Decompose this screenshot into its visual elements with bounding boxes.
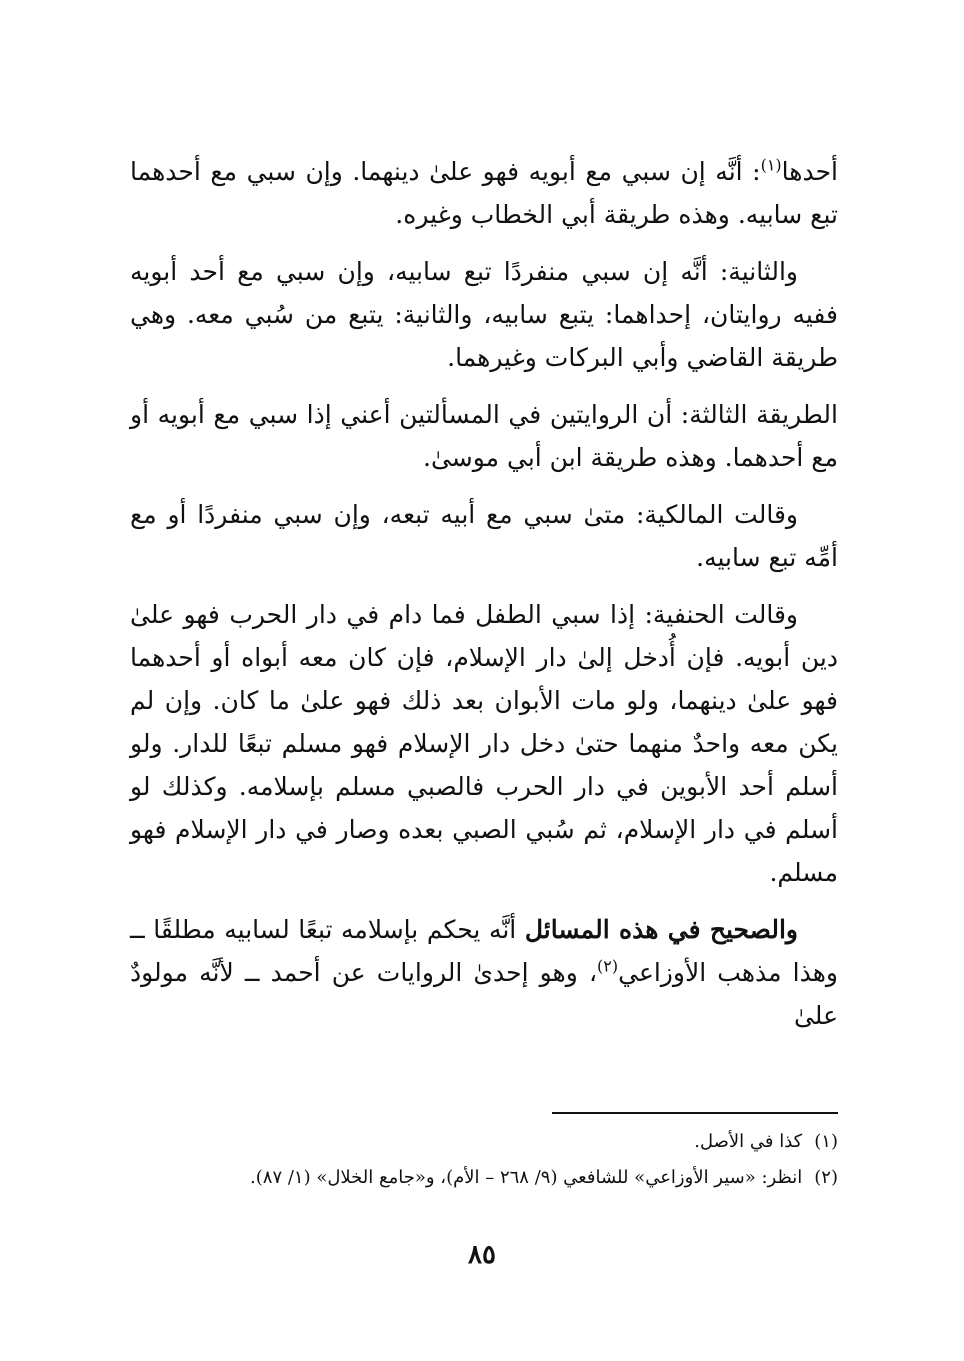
footnote-2 xyxy=(130,1160,838,1196)
main-text xyxy=(130,150,838,1051)
paragraph-6-text-after: ، وهو إحدىٰ الروايات عن أحمد ــ لأنَّه مولودٌ علىٰ xyxy=(130,958,838,1030)
paragraph-6-text-before: أنَّه يحكم بإسلامه تبعًا لسابيه مطلقًا ــ وهذا مذهب الأوزاعي xyxy=(130,915,838,987)
paragraph-3: الطريقة الثالثة: أن الروايتين في المسألتين أعني إذا سبي مع أبويه أو مع أحدهما. وهذه طريقة ابن أبي موسىٰ. xyxy=(130,400,838,472)
page-number: ٨٥ xyxy=(468,1240,496,1270)
footnotes xyxy=(130,1124,838,1196)
paragraph-1-text-before: أحدها xyxy=(781,157,838,186)
footnote-2-text: انظر: «سير الأوزاعي» للشافعي (٩/ ٢٦٨ – الأم)، و«جامع الخلال» (١/ ٨٧). xyxy=(250,1167,803,1188)
paragraph-4: وقالت المالكية: متىٰ سبي مع أبيه تبعه، وإن سبي منفردًا أو مع أمِّه تبع سابيه. xyxy=(130,500,838,572)
footnote-separator xyxy=(552,1112,838,1114)
paragraph-6-bold-lead: والصحيح في هذه المسائل xyxy=(524,915,799,944)
footnote-ref-1[interactable]: (١) xyxy=(760,155,782,175)
footnote-1 xyxy=(130,1124,838,1160)
paragraph-5: وقالت الحنفية: إذا سبي الطفل فما دام في دار الحرب فهو علىٰ دين أبويه. فإن أُدخل إلىٰ دار الإسلام، فإن كان معه أبواه أو أحدهما فهو علىٰ دينهما، ولو مات الأبوان بعد ذلك فهو علىٰ ما كان. وإن لم يكن معه واحدٌ منهما حتىٰ دخل دار الإسلام فهو مسلم تبعًا للدار. ولو أسلم أحد الأبوين في دار الحرب فالصبي مسلم بإسلامه. وكذلك لو أسلم في دار الإسلام، ثم سُبي الصبي بعده وصار في دار الإسلام فهو مسلم. xyxy=(130,600,838,887)
footnote-ref-2[interactable]: (٢) xyxy=(597,956,619,976)
paragraph-2: والثانية: أنَّه إن سبي منفردًا تبع سابيه، وإن سبي مع أحد أبويه ففيه روايتان، إحداهما: يتبع سابيه، والثانية: يتبع من سُبي معه. وهي طريقة القاضي وأبي البركات وغيرهما. xyxy=(130,257,838,372)
paragraph-6 xyxy=(130,908,838,1037)
footnote-1-number: (١) xyxy=(814,1131,838,1152)
footnote-1-text: كذا في الأصل. xyxy=(694,1131,803,1152)
paragraph-1-text-after: : أنَّه إن سبي مع أبويه فهو علىٰ دينهما. وإن سبي مع أحدهما تبع سابيه. وهذه طريقة أبي الخطاب وغيره. xyxy=(130,157,838,229)
footnote-2-number: (٢) xyxy=(814,1167,838,1188)
paragraph-1 xyxy=(130,150,838,236)
